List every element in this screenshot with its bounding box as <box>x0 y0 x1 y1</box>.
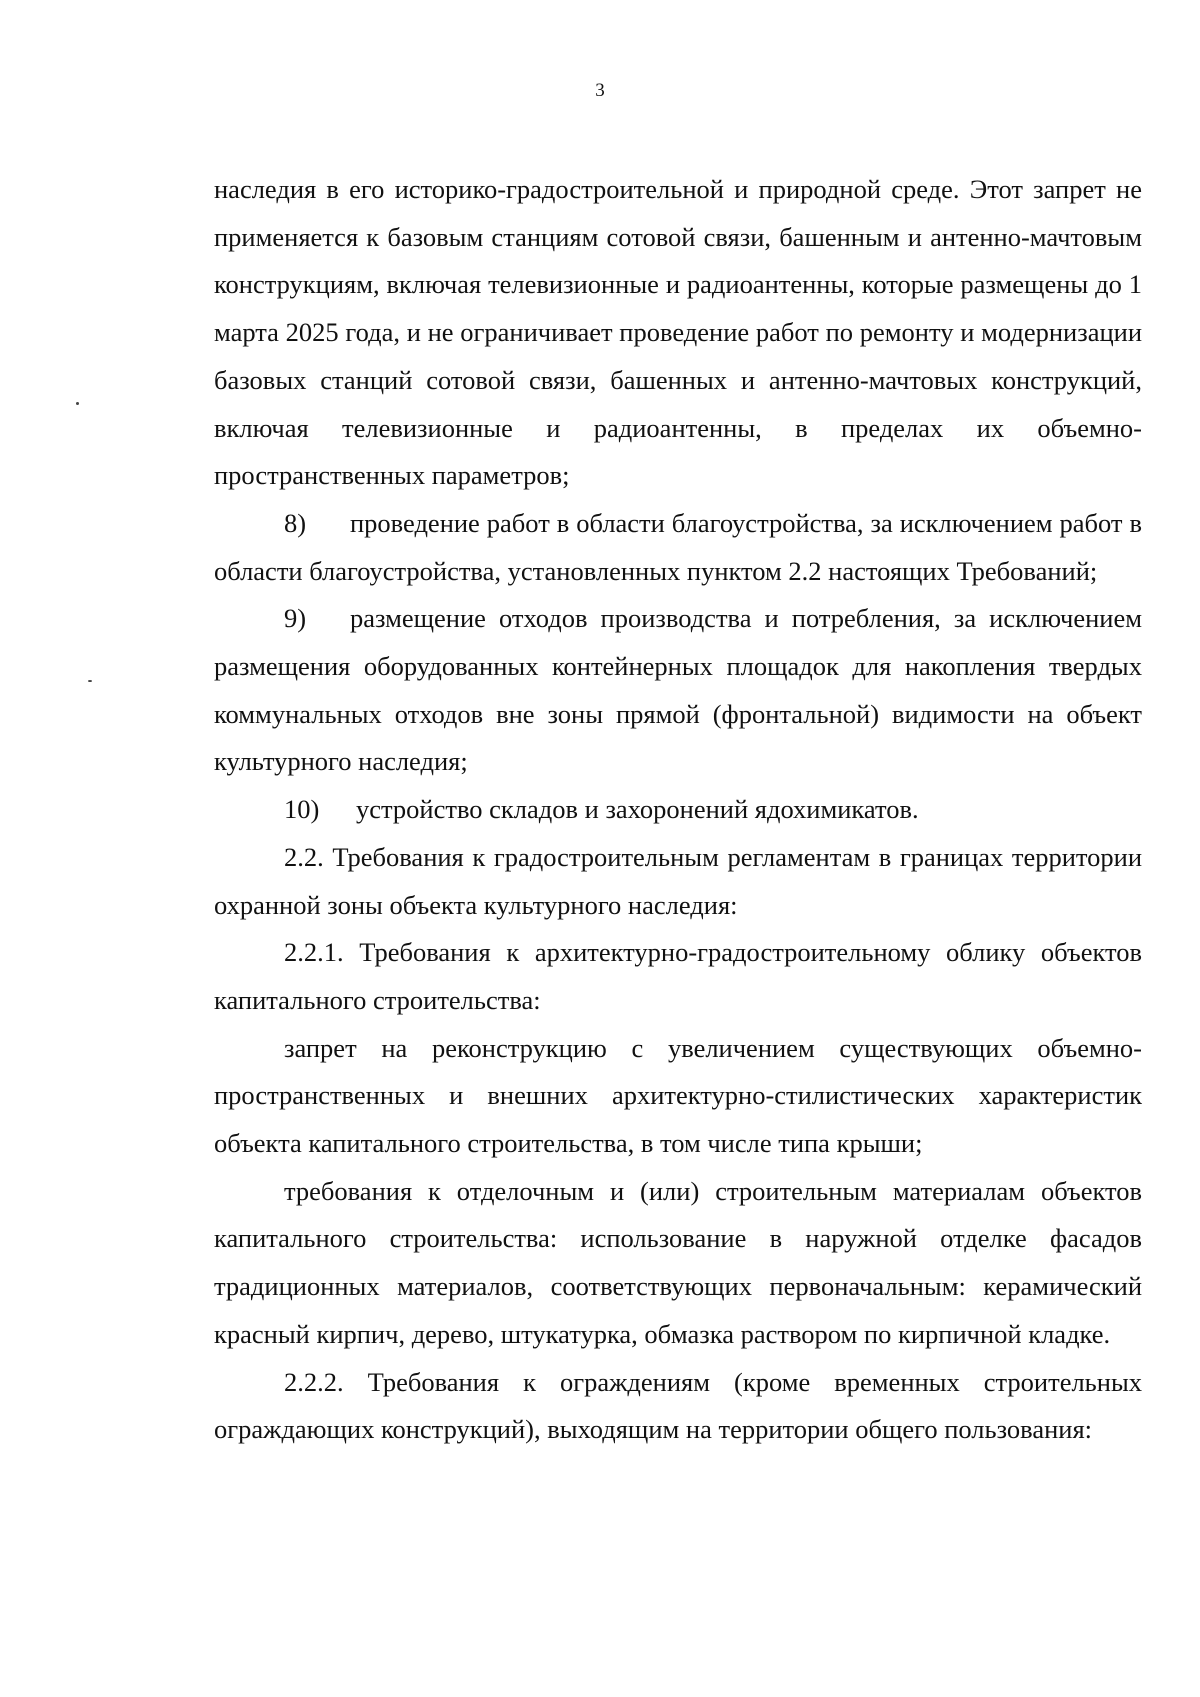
page-number: 3 <box>595 80 605 101</box>
scan-speck <box>76 402 79 405</box>
paragraph-continuation: наследия в его историко-градостроительной и природной среде. Этот запрет не применяется к базовым станциям сотовой связи, башенным и антенно-мачтовым конструкциям, включая телевизионные и радиоантенны, которые размещены до 1 марта 2025 года, и не ограничивает проведение работ по ремонту и модернизации базовых станций сотовой связи, башенных и антенно-мачтовых конструкций, включая телевизионные и радиоантенны, в пределах их объемно-пространственных параметров; <box>214 174 1142 491</box>
list-item-9 <box>214 595 1142 786</box>
section-2-2: 2.2. Требования к градостроительным регламентам в границах территории охранной зоны объекта культурного наследия: <box>214 841 1142 920</box>
list-number: 8) <box>284 507 307 538</box>
list-number: 9) <box>284 603 307 634</box>
scan-speck <box>88 680 92 682</box>
section-2-2-1: 2.2.1. Требования к архитектурно-градостроительному облику объектов капитального строительства: <box>214 937 1142 1015</box>
list-item-text: проведение работ в области благоустройства, за исключением работ в области благоустройства, установленных пунктом 2.2 настоящих Требований; <box>214 507 1142 586</box>
section-2-2-2: 2.2.2. Требования к ограждениям (кроме временных строительных ограждающих конструкций), выходящим на территории общего пользования: <box>214 1366 1142 1445</box>
list-item-text: устройство складов и захоронений ядохимикатов. <box>356 794 919 825</box>
paragraph-materials-requirements: требования к отделочным и (или) строительным материалам объектов капитального строительства: использование в наружной отделке фасадов традиционных материалов, соответствующих первоначальным: керамический красный кирпич, дерево, штукатурка, обмазка раствором по кирпичной кладке. <box>214 1175 1142 1349</box>
list-item-10 <box>214 786 1142 834</box>
list-item-text: размещение отходов производства и потребления, за исключением размещения оборудованных контейнерных площадок для накопления твердых коммунальных отходов вне зоны прямой (фронтальной) видимости на объект культурного наследия; <box>214 603 1142 777</box>
list-item-8 <box>214 500 1142 595</box>
list-number: 10) <box>284 794 320 825</box>
document-body <box>214 166 1142 1454</box>
paragraph-reconstruction-ban: запрет на реконструкцию с увеличением существующих объемно-пространственных и внешних архитектурно-стилистических характеристик объекта капитального строительства, в том числе типа крыши; <box>214 1032 1142 1159</box>
